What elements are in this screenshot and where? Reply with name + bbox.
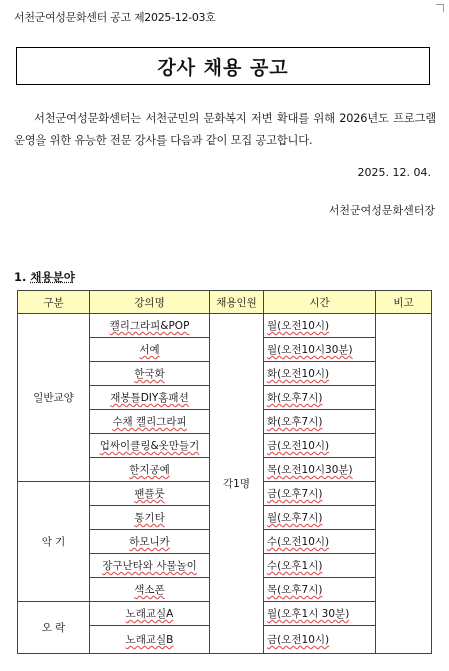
schedule-cell (264, 602, 376, 626)
schedule-text: 화(오후7시) (267, 416, 323, 428)
header-course: 강의명 (90, 291, 210, 314)
category-cell: 오 락 (18, 602, 90, 654)
schedule-text: 화(오후7시) (267, 392, 323, 404)
schedule-cell (264, 338, 376, 362)
schedule-text: 화(오전10시) (267, 368, 330, 380)
course-name: 한지공예 (129, 464, 170, 476)
header-schedule: 시간 (264, 291, 376, 314)
schedule-cell (264, 458, 376, 482)
schedule-text: 수(오후1시) (267, 560, 323, 572)
notice-number: 서천군여성문화센터 공고 제2025-12-03호 (14, 11, 216, 24)
course-cell (90, 338, 210, 362)
page-title: 강사 채용 공고 (16, 47, 430, 85)
course-cell (90, 458, 210, 482)
course-name: 장구난타와 사물놀이 (102, 560, 197, 572)
category-cell: 악 기 (18, 482, 90, 602)
course-cell (90, 506, 210, 530)
schedule-cell (264, 314, 376, 338)
course-name: 통기타 (134, 512, 165, 524)
course-cell (90, 434, 210, 458)
schedule-cell (264, 482, 376, 506)
schedule-cell (264, 578, 376, 602)
course-name: 하모니카 (129, 536, 170, 548)
course-cell (90, 410, 210, 434)
course-name: 재봉틀DIY홈패션 (110, 392, 189, 404)
schedule-text: 수(오전10시) (267, 536, 330, 548)
header-remarks: 비고 (376, 291, 432, 314)
table-header-row (18, 291, 432, 314)
category-cell: 일반교양 (18, 314, 90, 482)
remarks-cell (376, 314, 432, 654)
schedule-text: 금(오후7시) (267, 488, 323, 500)
schedule-text: 금(오전10시) (267, 440, 330, 452)
course-cell (90, 602, 210, 626)
table-row (18, 314, 432, 338)
course-cell (90, 362, 210, 386)
schedule-cell (264, 626, 376, 654)
schedule-cell (264, 506, 376, 530)
section-title: 채용분야 (30, 270, 75, 284)
schedule-text: 월(오후1시 30분) (267, 608, 350, 620)
organization-name: 서천군여성문화센터장 (328, 204, 435, 217)
course-name: 수채 캘리그라피 (112, 416, 187, 428)
notice-date: 2025. 12. 04. (357, 166, 431, 179)
course-cell (90, 554, 210, 578)
header-recruit-count: 채용인원 (210, 291, 264, 314)
course-name: 캘리그라피&POP (109, 320, 190, 332)
schedule-text: 월(오전10시30분) (267, 344, 353, 356)
course-name: 서예 (139, 344, 160, 356)
course-name: 업싸이클링&옷만들기 (99, 440, 200, 452)
table-body (18, 314, 432, 654)
recruitment-table (17, 290, 432, 654)
schedule-text: 목(오전10시30분) (267, 464, 353, 476)
schedule-text: 목(오후7시) (267, 584, 323, 596)
schedule-text: 금(오전10시) (267, 634, 330, 646)
recruit-count-cell: 각1명 (210, 314, 264, 654)
course-cell (90, 578, 210, 602)
course-name: 노래교실B (125, 634, 174, 646)
course-cell (90, 386, 210, 410)
course-name: 색소폰 (134, 584, 165, 596)
schedule-cell (264, 554, 376, 578)
course-name: 노래교실A (125, 608, 174, 620)
intro-paragraph: 서천군여성문화센터는 서천군민의 문화복지 저변 확대를 위해 2026년도 프로그램 운영을 위한 유능한 전문 강사를 다음과 같이 모집 공고합니다. (14, 112, 436, 147)
section-number: 1. (14, 270, 27, 284)
header-category: 구분 (18, 291, 90, 314)
schedule-text: 월(오후7시) (267, 512, 323, 524)
schedule-cell (264, 386, 376, 410)
course-name: 한국화 (134, 368, 165, 380)
schedule-cell (264, 362, 376, 386)
course-cell (90, 530, 210, 554)
course-cell (90, 314, 210, 338)
course-cell (90, 482, 210, 506)
schedule-cell (264, 530, 376, 554)
page-corner-mark (436, 4, 444, 12)
section-heading (14, 269, 75, 285)
schedule-cell (264, 434, 376, 458)
schedule-text: 월(오전10시) (267, 320, 330, 332)
course-cell (90, 626, 210, 654)
schedule-cell (264, 410, 376, 434)
course-name: 팬플룻 (134, 488, 165, 500)
